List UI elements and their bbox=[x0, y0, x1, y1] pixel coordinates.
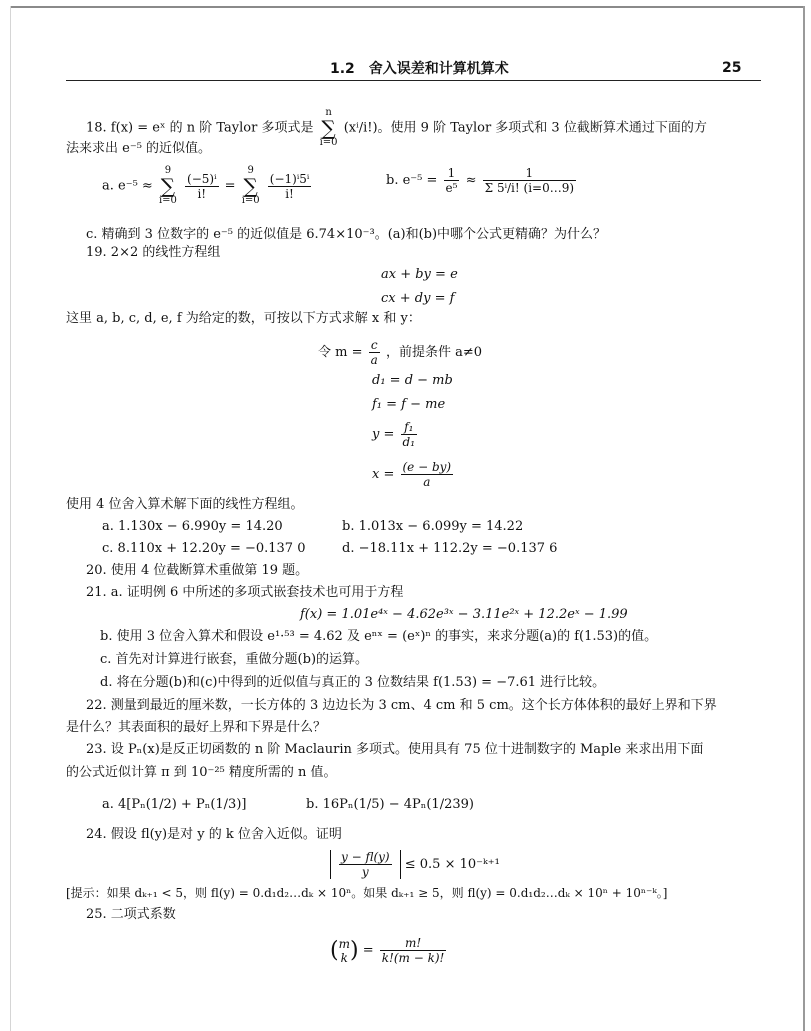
running-header-title: 1.2 舍入误差和计算机算术 bbox=[330, 61, 509, 77]
problem-21b: b. 使用 3 位舍入算术和假设 e¹·⁵³ = 4.62 及 eⁿˣ = (eˣ)ⁿ 的事实，来求分题(a)的 f(1.53)的值。 bbox=[100, 629, 658, 644]
fraction: $\frac{\text{(−5)ⁱ}}{i!}$ bbox=[187, 171, 217, 201]
problem-23a: a. 4[Pₙ(1/2) + Pₙ(1/3)] bbox=[102, 797, 247, 812]
problem-20: 20. 使用 4 位截断算术重做第 19 题。 bbox=[86, 563, 309, 578]
equation-x: x = $\frac{(e - by)}{a}$ bbox=[372, 460, 452, 489]
problem-19b: b. 1.013x − 6.099y = 14.22 bbox=[342, 519, 524, 534]
problem-18a-formula: a. e⁻⁵ ≈ 9 ∑ i=0 $\frac{\text{(−5)ⁱ}}{i!}$ = 9 ∑ i=0 $\frac{\text{(−1)ⁱ5ⁱ}}{i!}$ bbox=[102, 165, 310, 206]
equation-d1: d₁ = d − mb bbox=[372, 373, 453, 388]
problem-18c: c. 精确到 3 位数字的 e⁻⁵ 的近似值是 6.74×10⁻³。(a)和(b)中哪个公式更精确？为什么？ bbox=[86, 227, 607, 242]
problem-23-line-1: 23. 设 Pₙ(x)是反正切函数的 n 阶 Maclaurin 多项式。使用具有 75 位十进制数字的 Maple 来求出用下面 bbox=[86, 742, 704, 757]
problem-21c: c. 首先对计算进行嵌套，重做分题(b)的运算。 bbox=[100, 652, 369, 667]
problem-23b: b. 16Pₙ(1/5) − 4Pₙ(1/239) bbox=[306, 797, 474, 812]
header-rule bbox=[66, 80, 761, 81]
page-edge-left bbox=[10, 6, 11, 1031]
problem-19-line-2: 这里 a, b, c, d, e, f 为给定的数，可按以下方式求解 x 和 y： bbox=[66, 311, 421, 326]
problem-25: 25. 二项式系数 bbox=[86, 907, 176, 922]
equation-y: y = $\frac{\text{f₁}}{\text{d₁}}$ bbox=[372, 420, 416, 449]
page-edge-right bbox=[803, 6, 805, 1031]
binomial-formula: ( m k ) = $\frac{m!}{k!(m - k)!}$ bbox=[330, 936, 445, 965]
page-number: 25 bbox=[722, 60, 742, 76]
problem-18-line-2: 法来求出 e⁻⁵ 的近似值。 bbox=[66, 141, 212, 156]
problem-24-hint: [提示：如果 dₖ₊₁ < 5，则 fl(y) = 0.d₁d₂…dₖ × 10ⁿ。如果 dₖ₊₁ ≥ 5，则 fl(y) = 0.d₁d₂…dₖ × 10ⁿ + 10ⁿ⁻ᵏ。] bbox=[66, 886, 668, 900]
equation-2: cx + dy = f bbox=[381, 291, 455, 306]
problem-19-line-3: 使用 4 位舍入算术解下面的线性方程组。 bbox=[66, 497, 304, 512]
problem-18-text-cont: (xⁱ/i!)。使用 9 阶 Taylor 多项式和 3 位截断算术通过下面的方 bbox=[343, 120, 707, 136]
inequality: $\frac{y - fl(y)}{y}$ ≤ 0.5 × 10⁻ᵏ⁺¹ bbox=[330, 850, 500, 879]
problem-24-line-1: 24. 假设 fl(y)是对 y 的 k 位舍入近似。证明 bbox=[86, 827, 342, 842]
equation-f-of-x: f(x) = 1.01e⁴ˣ − 4.62e³ˣ − 3.11e²ˣ + 12.2eˣ − 1.99 bbox=[300, 607, 628, 622]
problem-22-line-2: 是什么？其表面积的最好上界和下界是什么？ bbox=[66, 720, 327, 735]
problem-18-text: 18. f(x) = eˣ 的 n 阶 Taylor 多项式是 bbox=[86, 120, 314, 136]
definition-m: 令 m = $\frac{c}{a}$ ，前提条件 a≠0 bbox=[318, 338, 482, 367]
problem-23-line-2: 的公式近似计算 π 到 10⁻²⁵ 精度所需的 n 值。 bbox=[66, 765, 337, 780]
problem-18b-formula: b. e⁻⁵ = $\frac{1}{\text{e⁵}}$ ≈ $\frac{1}{\text{Σ 5ⁱ/i! (i=0…9)}}$ bbox=[386, 166, 575, 195]
problem-19-line-1: 19. 2×2 的线性方程组 bbox=[86, 245, 221, 260]
problem-19d: d. −18.11x + 112.2y = −0.137 6 bbox=[342, 541, 558, 556]
absolute-value: $\frac{y - fl(y)}{y}$ bbox=[330, 850, 401, 879]
fraction: $\frac{\text{(−1)ⁱ5ⁱ}}{i!}$ bbox=[269, 171, 310, 201]
binomial-coefficient: ( m k ) bbox=[330, 936, 359, 965]
problem-19a: a. 1.130x − 6.990y = 14.20 bbox=[102, 519, 283, 534]
problem-21a: 21. a. 证明例 6 中所述的多项式嵌套技术也可用于方程 bbox=[86, 585, 404, 600]
equation-f1: f₁ = f − me bbox=[372, 397, 446, 412]
summation-symbol: n ∑ i=0 bbox=[319, 107, 338, 148]
problem-19c: c. 8.110x + 12.20y = −0.137 0 bbox=[102, 541, 306, 556]
problem-22-line-1: 22. 测量到最近的厘米数，一长方体的 3 边边长为 3 cm、4 cm 和 5 cm。这个长方体体积的最好上界和下界 bbox=[86, 698, 717, 713]
equation-1: ax + by = e bbox=[381, 267, 458, 282]
problem-21d: d. 将在分题(b)和(c)中得到的近似值与真正的 3 位数结果 f(1.53) = −7.61 进行比较。 bbox=[100, 675, 606, 690]
page-edge-top bbox=[10, 6, 805, 8]
